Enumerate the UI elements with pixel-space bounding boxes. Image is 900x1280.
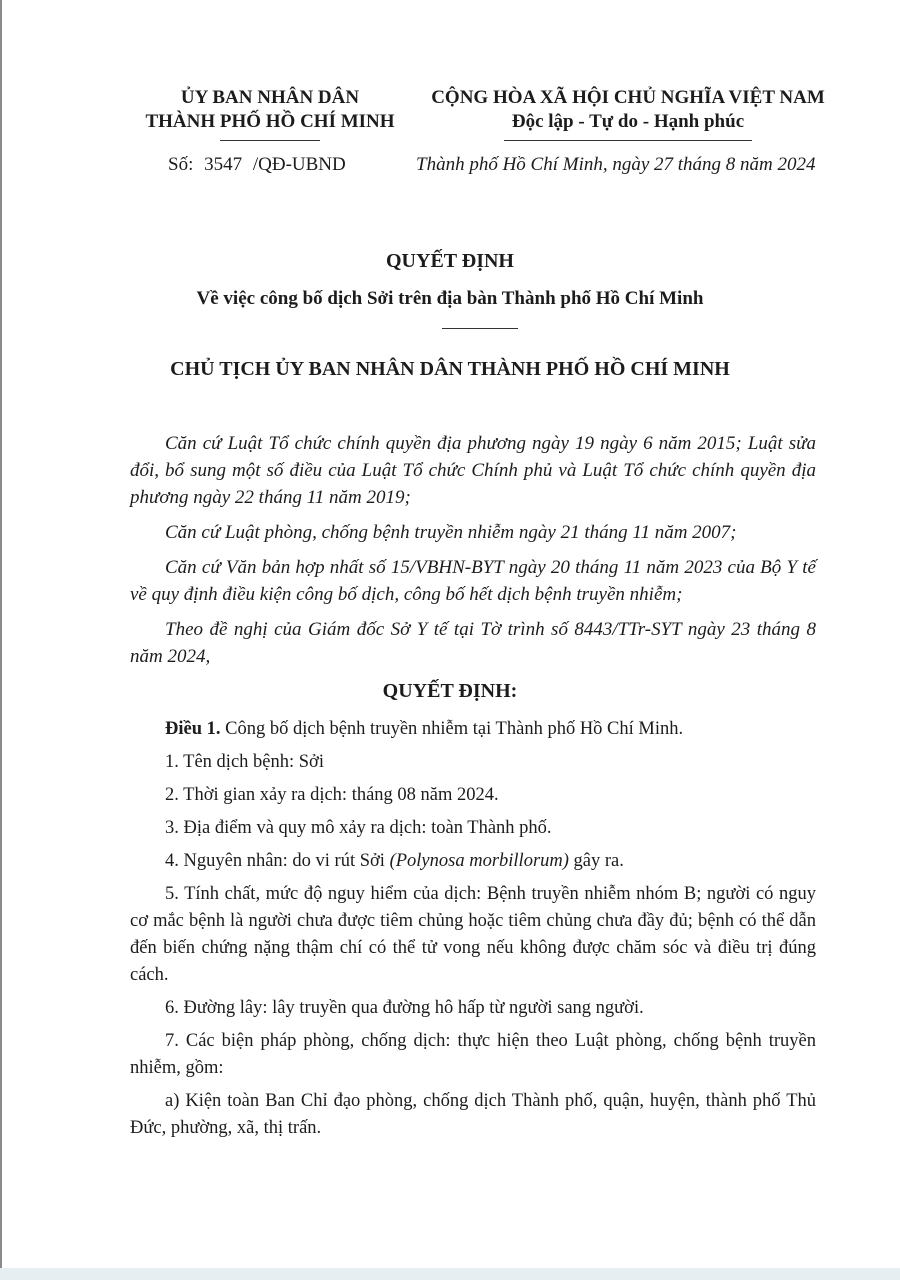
basis-paragraph: Căn cứ Luật Tổ chức chính quyền địa phương ngày 19 ngày 6 năm 2015; Luật sửa đổi, bổ sung một số điều của Luật Tổ chức Chính phủ và Luật Tổ chức chính quyền địa phương ngày 22 tháng 11 năm 2019; [130, 433, 816, 508]
virus-name: (Polynosa morbillorum) [389, 851, 569, 871]
article-item: 5. Tính chất, mức độ nguy hiểm của dịch: Bệnh truyền nhiễm nhóm B; người có nguy cơ mắc bệnh là người chưa được tiêm chủng hoặc tiêm chủng chưa đầy đủ; bệnh có thể dẫn đến biến chứng nặng thậm chí có thể tử vong nếu không được chăm sóc và điều trị đúng cách. [130, 884, 816, 985]
decision-heading: QUYẾT ĐỊNH: [382, 680, 518, 702]
issuing-agency [120, 86, 420, 141]
nation-line-1: CỘNG HÒA XÃ HỘI CHỦ NGHĨA VIỆT NAM [431, 87, 825, 108]
article-item: 1. Tên dịch bệnh: Sởi [165, 752, 324, 772]
bottom-strip [0, 1268, 900, 1280]
legal-basis [130, 430, 816, 678]
basis-paragraph: Căn cứ Văn bản hợp nhất số 15/VBHN-BYT ngày 20 tháng 11 năm 2023 của Bộ Y tế về quy định điều kiện công bố dịch, công bố hết dịch bệnh truyền nhiễm; [130, 557, 816, 605]
nation-line-2: Độc lập - Tự do - Hạnh phúc [511, 111, 745, 132]
item4-pre: 4. Nguyên nhân: do vi rút Sởi [165, 851, 390, 871]
document-number [168, 154, 352, 176]
document-subject: Về việc công bố dịch Sởi trên địa bàn Thành phố Hồ Chí Minh [196, 288, 704, 309]
article-item: a) Kiện toàn Ban Chỉ đạo phòng, chống dịch Thành phố, quận, huyện, thành phố Thủ Đức, phường, xã, thị trấn. [130, 1091, 816, 1138]
place-date: Thành phố Hồ Chí Minh, ngày 27 tháng 8 năm 2024 [416, 154, 816, 175]
document-type: QUYẾT ĐỊNH [386, 250, 514, 272]
number-label: Số: [168, 154, 194, 175]
basis-paragraph: Căn cứ Luật phòng, chống bệnh truyền nhiễm ngày 21 tháng 11 năm 2007; [165, 522, 737, 543]
agency-underline [220, 140, 320, 141]
page-edge [0, 0, 2, 1280]
article-item: 3. Địa điểm và quy mô xảy ra dịch: toàn Thành phố. [165, 818, 552, 838]
motto-underline [504, 140, 752, 141]
basis-paragraph: Theo đề nghị của Giám đốc Sở Y tế tại Tờ trình số 8443/TTr-SYT ngày 23 tháng 8 năm 2024, [130, 619, 816, 667]
title-divider [442, 328, 518, 329]
number-suffix: /QĐ-UBND [252, 154, 346, 175]
agency-line-2: THÀNH PHỐ HỒ CHÍ MINH [145, 111, 395, 132]
item4-post: gây ra. [568, 851, 624, 871]
number-value: 3547 [204, 154, 243, 175]
article-item: 7. Các biện pháp phòng, chống dịch: thực hiện theo Luật phòng, chống bệnh truyền nhiễm, gồm: [130, 1031, 816, 1078]
article-item: 6. Đường lây: lây truyền qua đường hô hấp từ người sang người. [165, 998, 644, 1018]
agency-line-1: ỦY BAN NHÂN DÂN [180, 87, 360, 108]
article-1-label: Điều 1. [165, 719, 221, 739]
article-1-heading [130, 716, 816, 743]
article-item [130, 848, 816, 875]
article-1 [130, 716, 816, 1148]
national-motto [410, 86, 846, 141]
article-1-text: Công bố dịch bệnh truyền nhiễm tại Thành phố Hồ Chí Minh. [220, 719, 684, 739]
article-item: 2. Thời gian xảy ra dịch: tháng 08 năm 2024. [165, 785, 499, 805]
issuing-authority: CHỦ TỊCH ỦY BAN NHÂN DÂN THÀNH PHỐ HỒ CHÍ MINH [170, 358, 730, 380]
